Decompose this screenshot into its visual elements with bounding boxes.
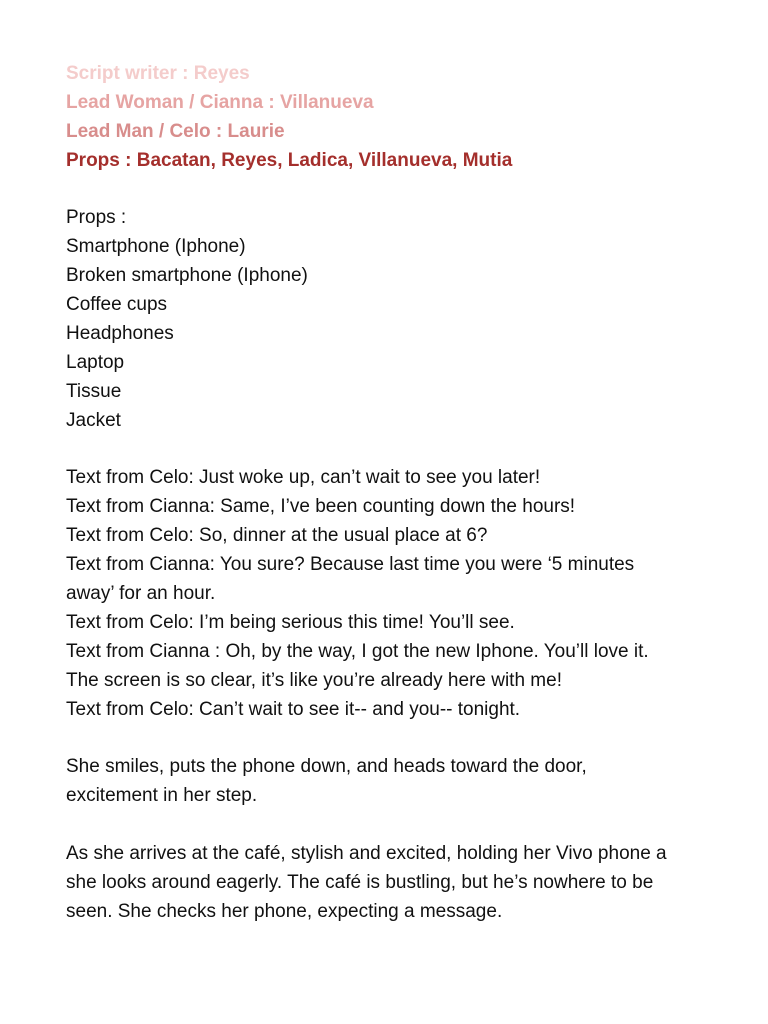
props-item: Headphones — [66, 323, 174, 345]
credit-script-writer: Script writer : Reyes — [66, 63, 250, 84]
props-item: Smartphone (Iphone) — [66, 236, 246, 258]
credit-props-team: Props : Bacatan, Reyes, Ladica, Villanueva, Mutia — [66, 149, 513, 171]
dialogue-line: Text from Cianna: Same, I’ve been counting down the hours! — [66, 496, 576, 518]
props-item: Laptop — [66, 351, 125, 373]
credits-block — [66, 60, 716, 176]
dialogue-line: Text from Celo: So, dinner at the usual place at 6? — [66, 525, 488, 547]
narration-line: She smiles, puts the phone down, and heads toward the door, — [66, 756, 587, 778]
dialogue-line: Text from Celo: I’m being serious this time! You’ll see. — [66, 611, 515, 633]
props-list — [66, 204, 716, 435]
dialogue-line: away’ for an hour. — [66, 583, 216, 605]
dialogue-line: Text from Celo: Can’t wait to see it-- and you-- tonight. — [66, 698, 521, 720]
spacer — [66, 176, 716, 205]
props-item: Coffee cups — [66, 294, 168, 316]
narration-line: she looks around eagerly. The café is bustling, but he’s nowhere to be — [66, 871, 654, 893]
credit-lead-man: Lead Man / Celo : Laurie — [66, 120, 285, 142]
text-message-dialogue — [66, 464, 716, 724]
narration-line: As she arrives at the café, stylish and excited, holding her Vivo phone a — [66, 843, 667, 865]
spacer — [66, 811, 716, 840]
spacer — [66, 724, 716, 753]
dialogue-line: Text from Celo: Just woke up, can’t wait to see you later! — [66, 467, 541, 489]
props-item: Jacket — [66, 409, 121, 431]
narration-paragraph — [66, 753, 716, 811]
spacer — [66, 436, 716, 465]
props-heading: Props : — [66, 207, 127, 229]
narration-paragraph — [66, 840, 716, 927]
script-document — [66, 60, 716, 927]
credit-lead-woman: Lead Woman / Cianna : Villanueva — [66, 91, 374, 113]
dialogue-line: The screen is so clear, it’s like you’re already here with me! — [66, 669, 562, 691]
props-item: Broken smartphone (Iphone) — [66, 265, 308, 287]
narration-line: seen. She checks her phone, expecting a message. — [66, 900, 503, 922]
props-item: Tissue — [66, 380, 122, 402]
dialogue-line: Text from Cianna: You sure? Because last time you were ‘5 minutes — [66, 554, 635, 576]
narration-line: excitement in her step. — [66, 785, 258, 807]
dialogue-line: Text from Cianna : Oh, by the way, I got the new Iphone. You’ll love it. — [66, 640, 649, 662]
